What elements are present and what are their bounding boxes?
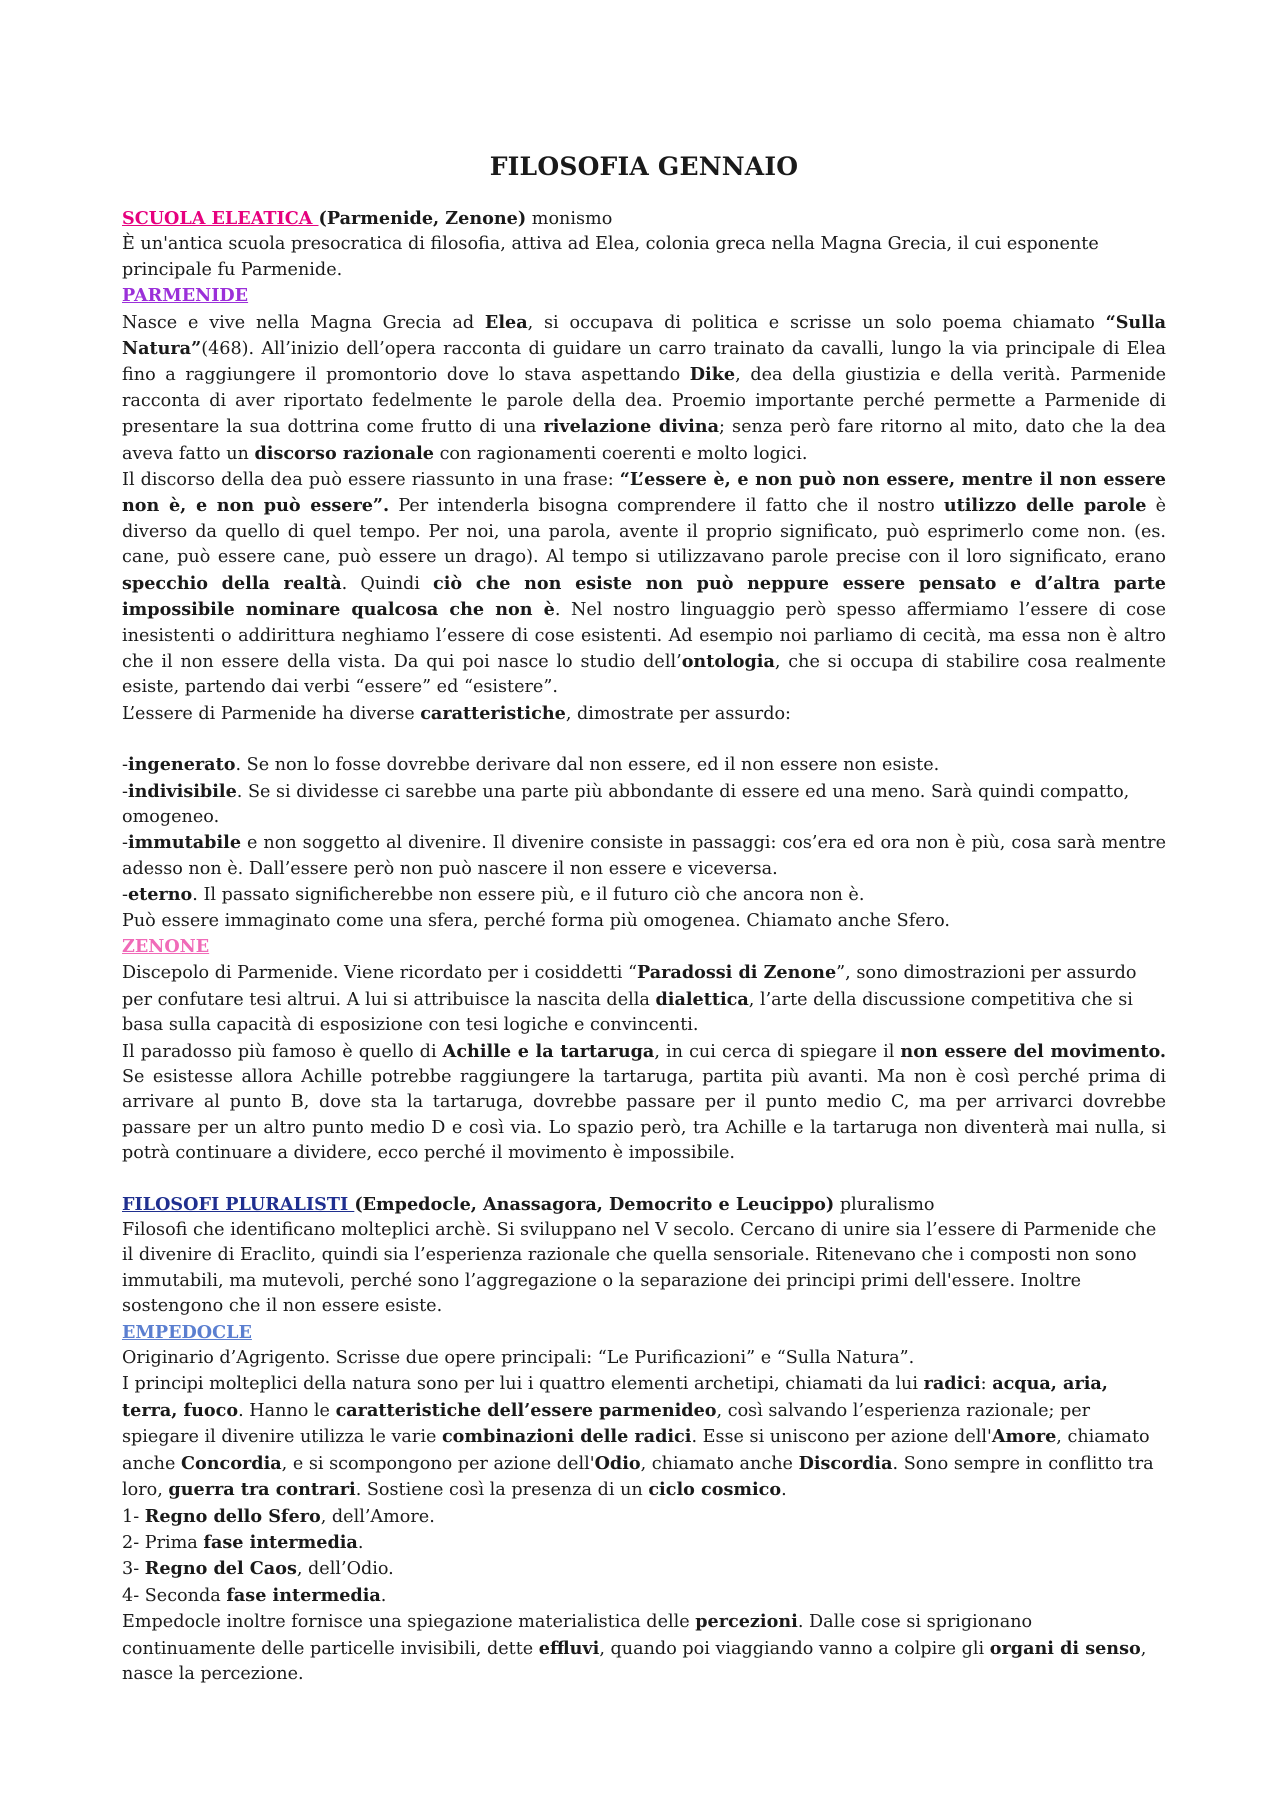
pluralisti-tag: pluralismo	[834, 1194, 935, 1215]
text: . Sono sempre in conflitto tra loro,	[122, 1453, 1154, 1501]
bold-text: specchio della realtà	[122, 572, 342, 594]
text: L’essere di Parmenide ha diverse	[122, 703, 421, 724]
bold-text: eterno	[127, 884, 193, 906]
text: . Se si dividesse ci sarebbe una parte più abbondante di essere ed una meno. Sarà quindi compatto, omogeneo.	[122, 781, 1130, 827]
text: , nasce la percezione.	[122, 1638, 1147, 1684]
bold-text: Paradossi di Zenone	[637, 962, 837, 984]
parmenide-paragraph-4: Può essere immaginato come una sfera, perché forma più omogenea. Chiamato anche Sfero.	[122, 910, 950, 931]
text: I principi molteplici della natura sono per lui i quattro elementi archetipi, chiamati da lui	[122, 1374, 924, 1395]
bold-text: indivisibile	[127, 780, 237, 802]
bold-text: ciò che non esiste non può neppure essere pensato e d’altra parte impossibile nominare qualcosa che non è	[122, 572, 1166, 621]
text: .	[380, 1585, 387, 1606]
pluralisti-intro: Filosofi che identificano molteplici archè. Si sviluppano nel V secolo. Cercano di unire sia l’essere di Parmenide che il divenire di Eraclito, quindi sia l’esperienza razionale che quella sensoriale. Ritenevano che i composti non sono immutabili, ma mutevoli, perché sono l’aggregazione o la separazione dei principi primi dell'essere. Inoltre sostengono che il non essere esiste.	[122, 1220, 1157, 1317]
text: 1-	[122, 1506, 145, 1527]
bold-text: non essere del movimento.	[900, 1040, 1166, 1062]
heading-parmenide: PARMENIDE	[122, 285, 249, 307]
bold-text: Amore	[991, 1426, 1057, 1448]
text: Discepolo di Parmenide. Viene ricordato per i cosiddetti “	[122, 963, 637, 984]
bold-text: caratteristiche	[420, 702, 566, 724]
text: -	[122, 755, 128, 776]
parmenide-paragraph-1	[122, 310, 1166, 467]
bold-text: Concordia	[181, 1452, 282, 1474]
text: , l’arte della discussione competitiva che si basa sulla capacità di esposizione con tesi logiche e convincenti.	[122, 989, 1133, 1036]
bold-text: caratteristiche dell’essere parmenideo	[335, 1399, 717, 1421]
text: , chiamato anche	[122, 1427, 1150, 1474]
text: (468). All’inizio dell’opera racconta di guidare un carro trainato da cavalli, lungo la via principale di Elea fino a raggiungere il promontorio dove lo stava aspettando	[122, 339, 1166, 386]
bold-text: combinazioni delle radici	[441, 1426, 692, 1448]
text: 4- Seconda	[122, 1585, 227, 1606]
heading-scuola-eleatica: SCUOLA ELEATICA	[122, 208, 319, 229]
bold-text: effluvi	[538, 1637, 600, 1659]
cycle-item	[122, 1504, 1166, 1530]
text: , dimostrate per assurdo:	[565, 703, 791, 724]
bold-text: organi di senso	[989, 1637, 1141, 1659]
bold-text: acqua, aria, terra, fuoco	[122, 1373, 1108, 1421]
text: :	[980, 1374, 993, 1395]
text: . Hanno le	[238, 1400, 336, 1421]
heading-zenone: ZENONE	[122, 935, 210, 957]
text: , così salvando l’esperienza razionale; per spiegare il divenire utilizza le varie	[122, 1400, 1091, 1448]
text: . Quindi	[341, 573, 434, 594]
text: .	[357, 1532, 364, 1553]
text: , si occupava di politica e scrisse un solo poema chiamato	[527, 312, 1106, 333]
list-item	[122, 882, 1166, 908]
text: , in cui cerca di spiegare il	[654, 1041, 901, 1062]
text: ”, sono dimostrazioni per assurdo per confutare tesi altrui. A lui si attribuisce la nascita della	[122, 963, 1137, 1010]
text: .	[781, 1480, 787, 1501]
bold-text: “Sulla Natura”	[122, 311, 1166, 360]
text: . Nel nostro linguaggio però spesso affermiamo l’essere di cose inesistenti o addirittura neghiamo l’essere di cose esistenti. Ad esempio noi parliamo di cecità, ma essa non è altro che il non essere della vista. Da qui poi nasce lo studio dell’	[122, 600, 1166, 672]
list-item	[122, 752, 1166, 778]
text: , quando poi viaggiando vanno a colpire gli	[599, 1638, 990, 1659]
bold-text: discorso razionale	[254, 442, 434, 464]
text: , che si occupa di stabilire cosa realmente esiste, partendo dai verbi “essere” ed “esistere”.	[122, 651, 1166, 698]
spacer	[122, 1167, 1166, 1192]
cycle-item	[122, 1583, 1166, 1609]
bold-text: Discordia	[798, 1452, 893, 1474]
text: . Sostiene così la presenza di un	[355, 1480, 649, 1501]
eleatica-tag: monismo	[526, 209, 613, 229]
text: 3-	[122, 1559, 145, 1580]
zenone-paragraph-1	[122, 960, 1166, 1038]
bold-text: fase intermedia	[203, 1531, 358, 1553]
empedocle-paragraph-2	[122, 1371, 1166, 1503]
bold-text: Dike	[689, 364, 736, 386]
text: con ragionamenti coerenti e molto logici.	[433, 443, 808, 464]
parmenide-paragraph-2	[122, 467, 1166, 701]
bold-text: ciclo cosmico	[648, 1479, 782, 1501]
text: -	[122, 885, 128, 906]
text: Empedocle inoltre fornisce una spiegazione materialistica delle	[122, 1612, 696, 1633]
text: , dea della giustizia e della verità. Parmenide racconta di aver riportato fedelmente le parole della dea. Proemio importante perché permette a Parmenide di presentare la sua dottrina come frutto di una	[122, 365, 1167, 438]
section-header-pluralisti	[122, 1192, 1166, 1218]
bold-text: Odio	[594, 1452, 641, 1474]
text: Per intenderla bisogna comprendere il fatto che il nostro	[389, 496, 944, 517]
heading-filosofi-pluralisti: FILOSOFI PLURALISTI	[122, 1193, 355, 1215]
bold-text: ingenerato	[127, 754, 236, 776]
parmenide-paragraph-3	[122, 701, 1166, 727]
pluralisti-persons: (Empedocle, Anassagora, Democrito e Leucippo)	[354, 1193, 835, 1215]
bold-text: ontologia	[681, 650, 775, 672]
text: Il discorso della dea può essere riassunto in una frase:	[122, 470, 620, 491]
zenone-paragraph-2	[122, 1039, 1166, 1167]
text: Nasce e vive nella Magna Grecia ad	[122, 312, 485, 333]
bold-text: radici	[923, 1373, 981, 1395]
text: Il paradosso più famoso è quello di	[122, 1041, 443, 1062]
page-title: FILOSOFIA GENNAIO	[489, 152, 799, 181]
bold-text: Achille e la tartaruga	[442, 1040, 655, 1062]
text: 2- Prima	[122, 1532, 204, 1553]
text: , dell’Amore.	[320, 1506, 435, 1527]
heading-empedocle: EMPEDOCLE	[122, 1321, 252, 1343]
text: , dell’Odio.	[296, 1559, 394, 1580]
text: . Se non lo fosse dovrebbe derivare dal non essere, ed il non essere non esiste.	[235, 755, 940, 776]
text: . Dalle cose si sprigionano continuamente delle particelle invisibili, dette	[122, 1612, 1033, 1659]
text: , chiamato anche	[640, 1453, 799, 1474]
cycle-item	[122, 1556, 1166, 1582]
eleatica-persons: (Parmenide, Zenone)	[318, 208, 527, 229]
text: -	[122, 833, 128, 854]
cycle-item	[122, 1530, 1166, 1556]
bold-text: fase intermedia	[226, 1584, 381, 1606]
section-header-eleatica	[122, 206, 1166, 232]
eleatica-intro: È un'antica scuola presocratica di filosofia, attiva ad Elea, colonia greca nella Magna Grecia, il cui esponente principale fu Parmenide.	[122, 234, 1099, 280]
text: è diverso da quello di quel tempo. Per noi, una parola, avente il proprio significato, può esprimerlo come non. (es. cane, può essere cane, può essere un drago). Al tempo si utilizzavano parole precise con il loro significato, erano	[122, 496, 1167, 568]
document-body	[122, 150, 1166, 1687]
bold-text: “L’essere è, e non può non essere, mentre il non essere non è, e non può essere”.	[122, 469, 1166, 517]
list-item	[122, 779, 1166, 831]
bold-text: utilizzo delle parole	[943, 495, 1147, 517]
text: e non soggetto al divenire. Il divenire consiste in passaggi: cos’era ed ora non è più, cosa sarà mentre adesso non è. Dall’essere però non può nascere il non essere e viceversa.	[122, 833, 1166, 879]
spacer	[122, 727, 1166, 752]
bold-text: Regno del Caos	[144, 1558, 297, 1580]
text: Se esistesse allora Achille potrebbe raggiungere la tartaruga, partita più avanti. Ma non è così perché prima di arrivare al punto B, dove sta la tartaruga, dovrebbe passare per il punto medio C, ma per arrivarci dovrebbe passare per un altro punto medio D e così via. Lo spazio però, tra Achille e la tartaruga non diventerà mai nulla, si potrà continuare a dividere, ecco perché il movimento è impossibile.	[122, 1067, 1166, 1164]
bold-text: immutabile	[127, 832, 242, 854]
text: , e si scompongono per azione dell'	[281, 1453, 595, 1474]
text: -	[122, 781, 128, 802]
bold-text: rivelazione divina	[543, 416, 720, 438]
text: . Il passato significherebbe non essere più, e il futuro ciò che ancora non è.	[192, 885, 865, 906]
bold-text: percezioni	[695, 1611, 798, 1633]
bold-text: dialettica	[655, 988, 749, 1010]
bold-text: Elea	[484, 311, 528, 333]
bold-text: Regno dello Sfero	[144, 1505, 321, 1527]
bold-text: guerra tra contrari	[168, 1479, 356, 1501]
empedocle-paragraph-1: Originario d’Agrigento. Scrisse due opere principali: “Le Purificazioni” e “Sulla Natura”.	[122, 1348, 915, 1369]
list-item	[122, 830, 1166, 882]
empedocle-paragraph-3	[122, 1609, 1166, 1687]
text: ; senza però fare ritorno al mito, dato che la dea aveva fatto un	[122, 417, 1166, 464]
text: . Esse si uniscono per azione dell'	[691, 1427, 992, 1448]
